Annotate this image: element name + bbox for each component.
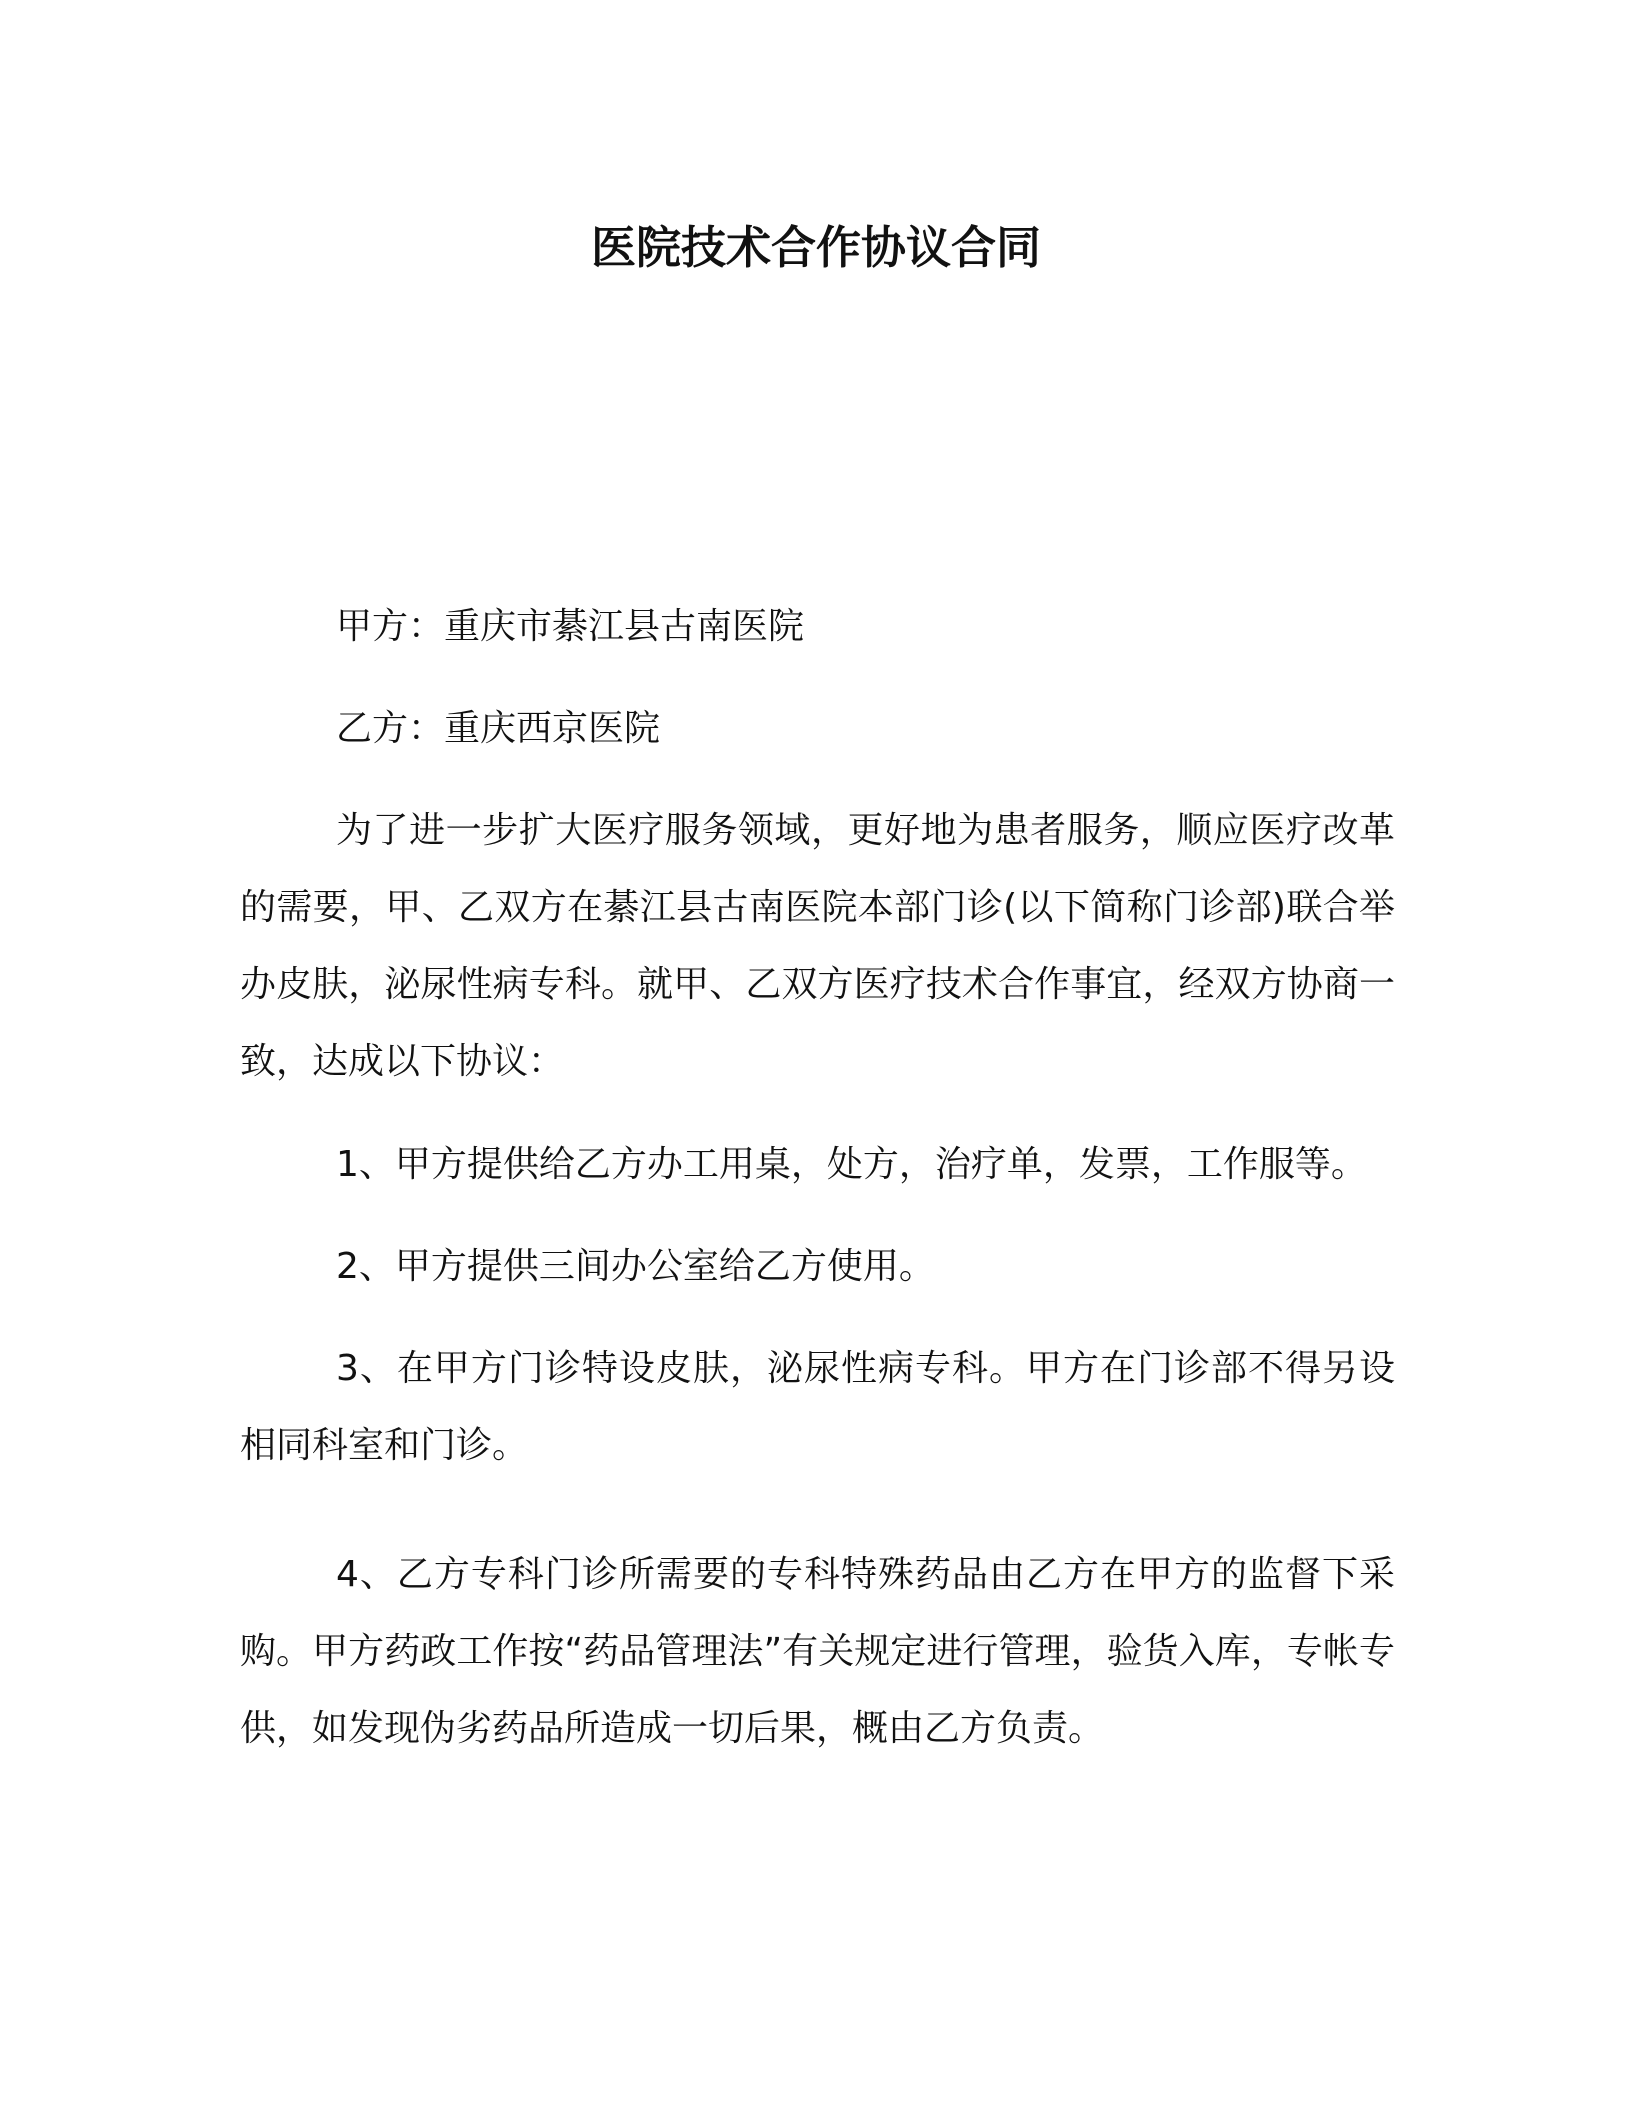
clause-text: 2、甲方提供三间办公室给乙方使用。 <box>336 1246 935 1287</box>
intro-paragraph <box>240 792 1395 1100</box>
party-a-text: 甲方：重庆市綦江县古南医院 <box>336 606 805 647</box>
clause-4 <box>240 1536 1395 1767</box>
clause-3 <box>240 1330 1395 1484</box>
party-b-line <box>240 690 1395 767</box>
clause-text: 4、乙方专科门诊所需要的专科特殊药品由乙方在甲方的监督下采购。甲方药政工作按“药品管理法”有关规定进行管理，验货入库，专帐专供，如发现伪劣药品所造成一切后果，概由乙方负责。 <box>240 1554 1395 1749</box>
intro-text: 为了进一步扩大医疗服务领域，更好地为患者服务，顺应医疗改革的需要，甲、乙双方在綦江县古南医院本部门诊(以下简称门诊部)联合举办皮肤，泌尿性病专科。就甲、乙双方医疗技术合作事宜，经双方协商一致，达成以下协议： <box>240 810 1395 1082</box>
clause-text: 1、甲方提供给乙方办工用桌，处方，治疗单，发票，工作服等。 <box>336 1144 1367 1185</box>
party-a-line <box>240 588 1395 665</box>
clause-text: 3、在甲方门诊特设皮肤，泌尿性病专科。甲方在门诊部不得另设相同科室和门诊。 <box>240 1348 1395 1466</box>
party-b-text: 乙方：重庆西京医院 <box>336 708 661 749</box>
clause-1 <box>240 1126 1395 1203</box>
document-title: 医院技术合作协议合同 <box>590 221 1041 274</box>
clause-2 <box>240 1228 1395 1305</box>
